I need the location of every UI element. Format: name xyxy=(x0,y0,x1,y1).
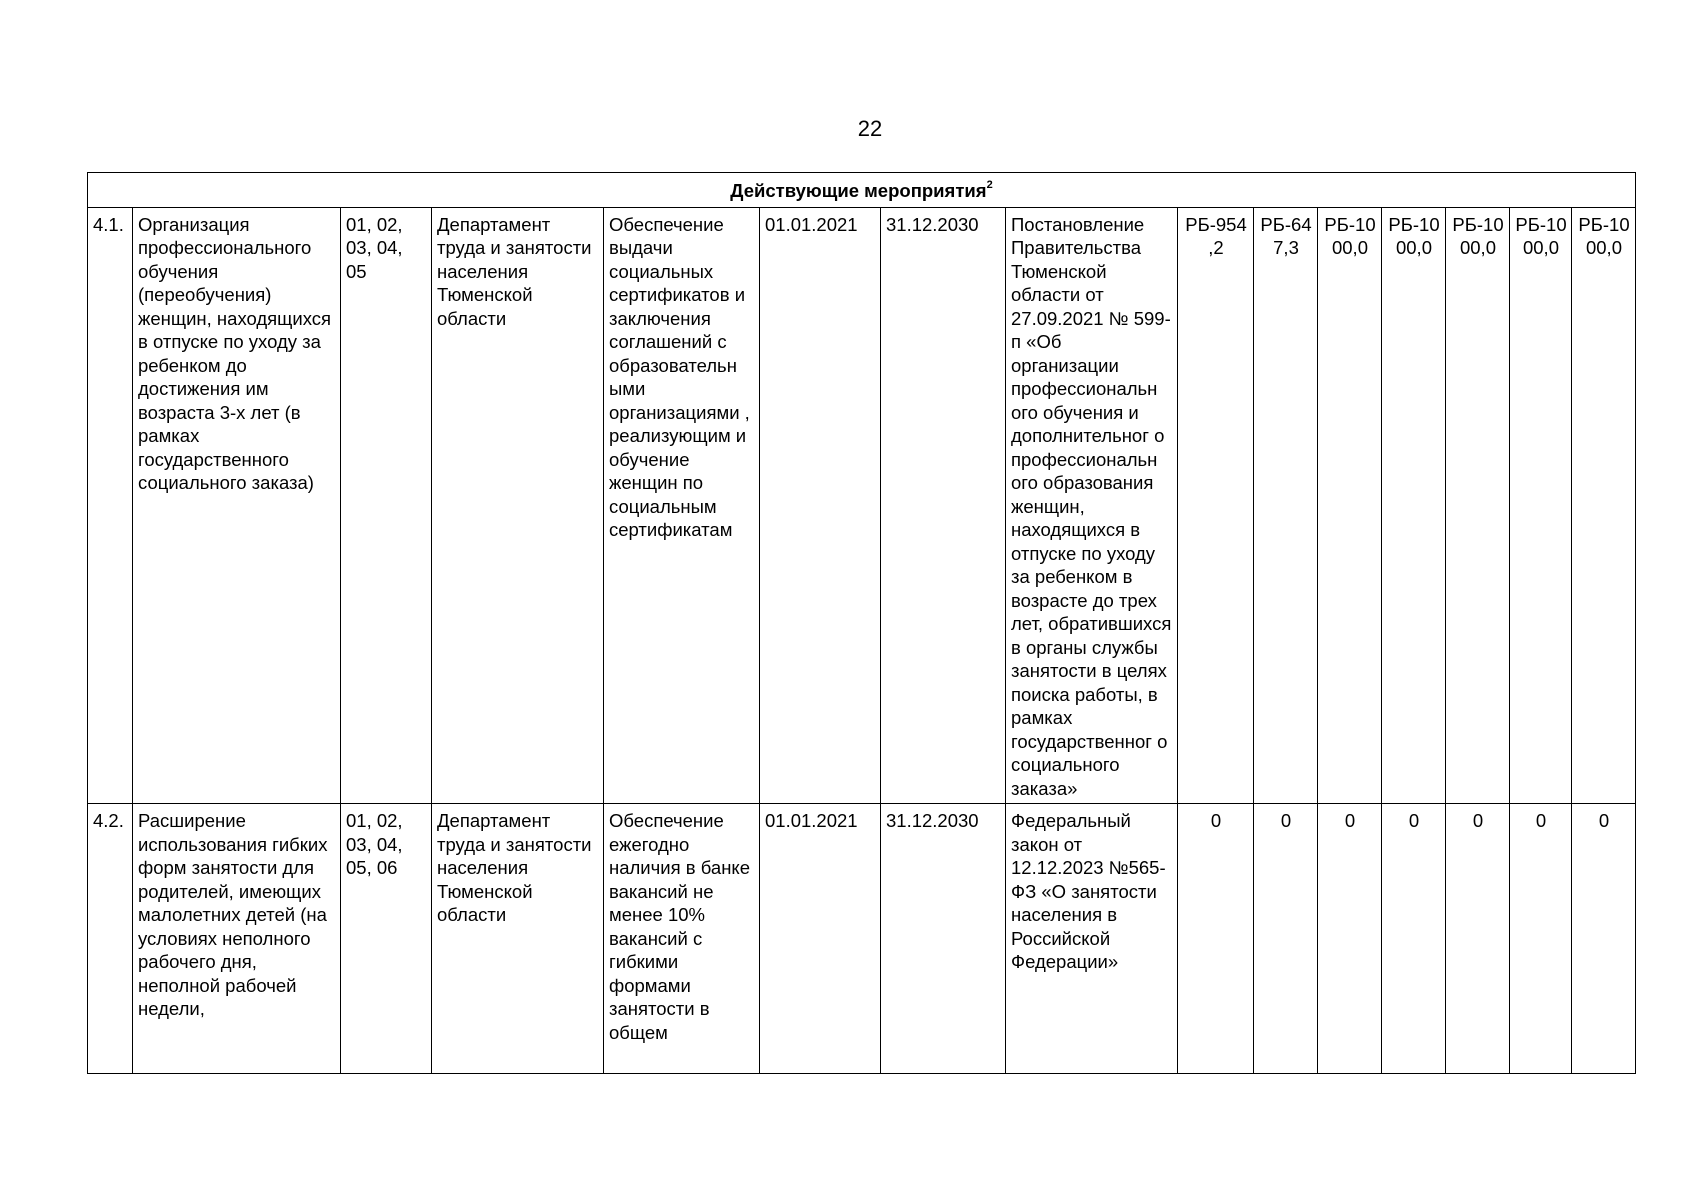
funding-cell: РБ-1000,0 xyxy=(1446,207,1510,804)
funding-cell: 0 xyxy=(1382,804,1446,1074)
funding-cell: 0 xyxy=(1446,804,1510,1074)
footnote-mark: 2 xyxy=(986,178,993,191)
table-row xyxy=(88,804,1636,1074)
expected-result: Обеспечение ежегодно наличия в банке вакансий не менее 10% вакансий с гибкими формами занятости в общем xyxy=(604,804,760,1074)
funding-cell: 0 xyxy=(1510,804,1572,1074)
section-title-text: Действующие мероприятия xyxy=(730,180,987,201)
end-date: 31.12.2030 xyxy=(881,207,1006,804)
funding-cell: 0 xyxy=(1254,804,1318,1074)
start-date: 01.01.2021 xyxy=(760,207,881,804)
end-date: 31.12.2030 xyxy=(881,804,1006,1074)
measure-name: Организация профессионального обучения (переобучения) женщин, находящихся в отпуске по уходу за ребенком до достижения им возраста 3-х лет (в рамках государственного социального заказа) xyxy=(133,207,341,804)
row-number: 4.2. xyxy=(88,804,133,1074)
expected-result: Обеспечение выдачи социальных сертификатов и заключения соглашений с образовательн ыми организациями , реализующим и обучение женщин по социальным сертификатам xyxy=(604,207,760,804)
section-title xyxy=(88,173,1636,208)
executor: Департамент труда и занятости населения Тюменской области xyxy=(432,207,604,804)
legal-basis: Федеральный закон от 12.12.2023 №565-ФЗ «О занятости населения в Российской Федерации» xyxy=(1006,804,1178,1074)
funding-cell: 0 xyxy=(1178,804,1254,1074)
funding-cell: РБ-647,3 xyxy=(1254,207,1318,804)
section-header-row xyxy=(88,173,1636,208)
task-codes: 01, 02, 03, 04, 05 xyxy=(341,207,432,804)
funding-cell: РБ-1000,0 xyxy=(1572,207,1636,804)
measure-name: Расширение использования гибких форм занятости для родителей, имеющих малолетних детей (на условиях неполного рабочего дня, неполной рабочей недели, xyxy=(133,804,341,1074)
legal-basis: Постановление Правительства Тюменской области от 27.09.2021 № 599-п «Об организации профессиональн ого обучения и дополнительног о профессиональн ого образования женщин, находящихся в отпуске по уходу за ребенком в возрасте до трех лет, обратившихся в органы службы занятости в целях поиска работы, в рамках государственног о социального заказа» xyxy=(1006,207,1178,804)
row-number: 4.1. xyxy=(88,207,133,804)
funding-cell: РБ-1000,0 xyxy=(1382,207,1446,804)
measures-table xyxy=(87,172,1636,1074)
funding-cell: РБ-954,2 xyxy=(1178,207,1254,804)
funding-cell: 0 xyxy=(1572,804,1636,1074)
executor: Департамент труда и занятости населения Тюменской области xyxy=(432,804,604,1074)
funding-cell: РБ-1000,0 xyxy=(1510,207,1572,804)
task-codes: 01, 02, 03, 04, 05, 06 xyxy=(341,804,432,1074)
table-row xyxy=(88,207,1636,804)
page-number: 22 xyxy=(857,116,883,141)
funding-cell: 0 xyxy=(1318,804,1382,1074)
start-date: 01.01.2021 xyxy=(760,804,881,1074)
funding-cell: РБ-1000,0 xyxy=(1318,207,1382,804)
